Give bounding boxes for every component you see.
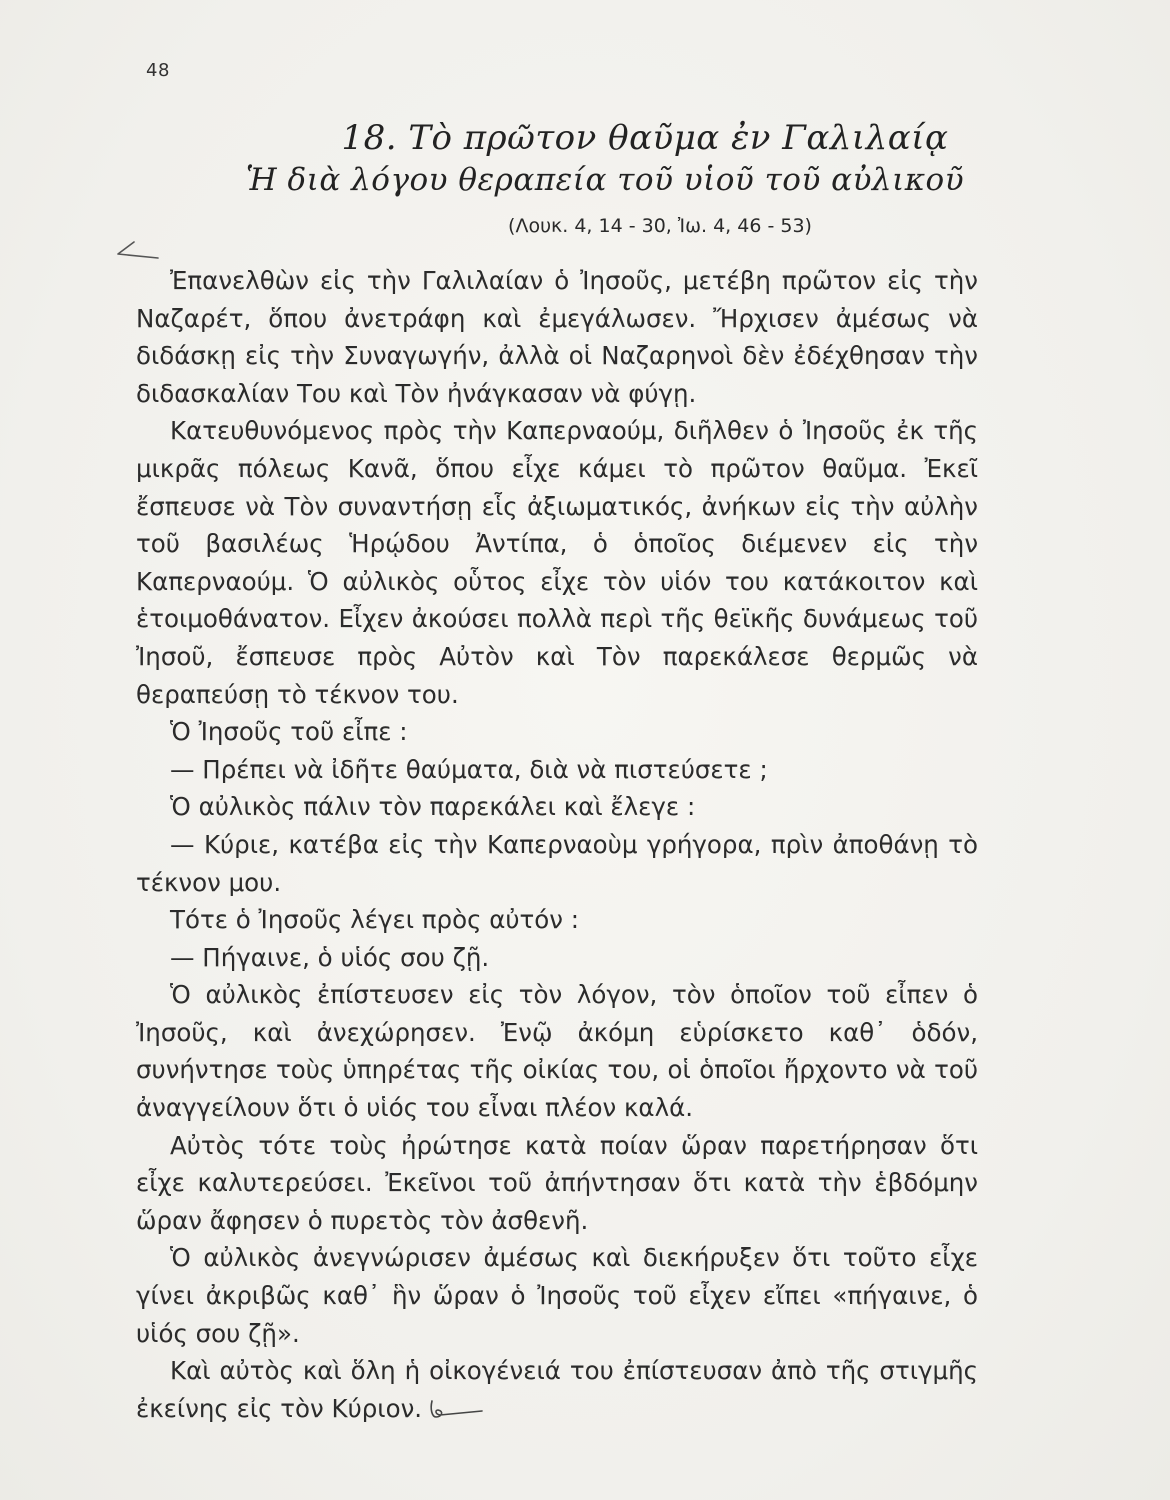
paragraph: Ὁ αὐλικὸς ἀνεγνώρισεν ἀμέσως καὶ διεκήρυξεν ὅτι τοῦτο εἶχε γίνει ἀκριβῶς καθ᾽ ἣν ὥραν ὁ Ἰησοῦς τοῦ εἶχεν εἴπει «πήγαινε, ὁ υἱός σου ζῇ». bbox=[136, 1243, 978, 1348]
body-text bbox=[136, 262, 978, 1427]
paragraph: Ὁ αὐλικὸς πάλιν τὸν παρεκάλει καὶ ἔλεγε : bbox=[170, 792, 696, 822]
paragraph: Ὁ αὐλικὸς ἐπίστευσεν εἰς τὸν λόγον, τὸν ὁποῖον τοῦ εἶπεν ὁ Ἰησοῦς, καὶ ἀνεχώρησεν. Ἐνῷ ἀκόμη εὑρίσκετο καθ᾽ ὁδόν, συνήντησε τοὺς ὑπηρέτας τῆς οἰκίας του, οἱ ὁποῖοι ἤρχοντο νὰ τοῦ ἀναγγείλουν ὅτι ὁ υἱός του εἶναι πλέον καλά. bbox=[136, 980, 978, 1123]
scripture-reference: (Λουκ. 4, 14 - 30, Ἰω. 4, 46 - 53) bbox=[508, 215, 812, 237]
paragraph: — Κύριε, κατέβα εἰς τὴν Καπερναοὺμ γρήγορα, πρὶν ἀποθάνῃ τὸ τέκνον μου. bbox=[136, 829, 978, 897]
paragraph-text: Καὶ αὐτὸς καὶ ὅλη ἡ οἰκογένειά του ἐπίστευσαν ἀπὸ τῆς στιγμῆς ἐκείνης εἰς τὸν Κύριον. bbox=[136, 1356, 978, 1423]
paragraph: Κατευθυνόμενος πρὸς τὴν Καπερναούμ, διῆλθεν ὁ Ἰησοῦς ἐκ τῆς μικρᾶς πόλεως Κανᾶ, ὅπου εἶχε κάμει τὸ πρῶτον θαῦμα. Ἐκεῖ ἔσπευσε νὰ Τὸν συναντήσῃ εἷς ἀξιωματικός, ἀνήκων εἰς τὴν αὐλὴν τοῦ βασιλέως Ἡρῴδου Ἀντίπα, ὁ ὁποῖος διέμενεν εἰς τὴν Καπερναούμ. Ὁ αὐλικὸς οὗτος εἶχε τὸν υἱόν του κατάκοιτον καὶ ἑτοιμοθάνατον. Εἶχεν ἀκούσει πολλὰ περὶ τῆς θεϊκῆς δυνάμεως τοῦ Ἰησοῦ, ἔσπευσε πρὸς Αὐτὸν καὶ Τὸν παρεκάλεσε θερμῶς νὰ θεραπεύσῃ τὸ τέκνον του. bbox=[136, 416, 978, 709]
paragraph: — Πήγαινε, ὁ υἱός σου ζῇ. bbox=[170, 942, 490, 972]
paragraph: — Πρέπει νὰ ἰδῆτε θαύματα, διὰ νὰ πιστεύσετε ; bbox=[170, 754, 768, 784]
final-paragraph bbox=[136, 1352, 978, 1427]
paragraph: Ὁ Ἰησοῦς τοῦ εἶπε : bbox=[170, 717, 408, 747]
page-number: 48 bbox=[146, 60, 170, 81]
paragraph: Ἐπανελθὼν εἰς τὴν Γαλιλαίαν ὁ Ἰησοῦς, μετέβη πρῶτον εἰς τὴν Ναζαρέτ, ὅπου ἀνετράφη καὶ ἐμεγάλωσεν. Ἤρχισεν ἀμέσως νὰ διδάσκῃ εἰς τὴν Συναγωγήν, ἀλλὰ οἱ Ναζαρηνοὶ δὲν ἐδέχθησαν τὴν διδασκαλίαν Του καὶ Τὸν ἠνάγκασαν νὰ φύγῃ. bbox=[136, 266, 978, 408]
chapter-subtitle: Ἡ διὰ λόγου θεραπεία τοῦ υἱοῦ τοῦ αὐλικοῦ bbox=[245, 162, 965, 198]
paragraph: Αὐτὸς τότε τοὺς ἠρώτησε κατὰ ποίαν ὥραν παρετήρησαν ὅτι εἶχε καλυτερεύσει. Ἐκεῖνοι τοῦ ἀπήντησαν ὅτι κατὰ τὴν ἑβδόμην ὥραν ἄφησεν ὁ πυρετὸς τὸν ἀσθενῆ. bbox=[136, 1130, 978, 1235]
paragraph: Τότε ὁ Ἰησοῦς λέγει πρὸς αὐτόν : bbox=[170, 905, 580, 935]
handwritten-end-mark-icon bbox=[426, 1397, 486, 1423]
chapter-title: 18. Τὸ πρῶτον θαῦμα ἐν Γαλιλαίᾳ bbox=[341, 118, 949, 158]
